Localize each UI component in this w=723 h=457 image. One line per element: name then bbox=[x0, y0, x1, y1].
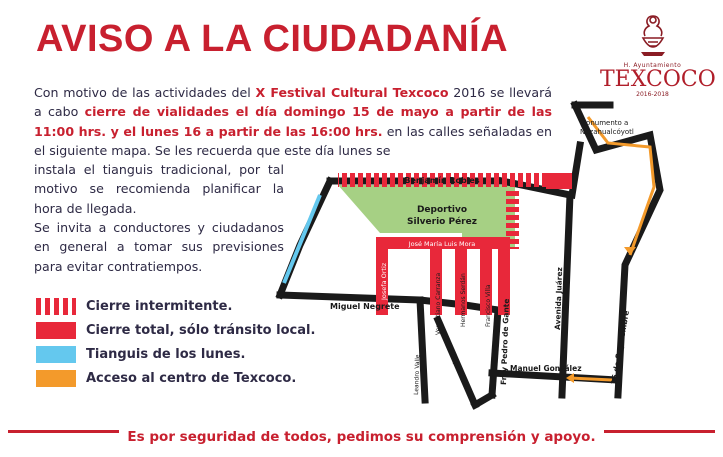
intro-text-2: 2016 se llevará a cabo bbox=[34, 85, 552, 120]
street-label: Manuel González bbox=[510, 364, 582, 373]
logo-years: 2016-2018 bbox=[636, 91, 669, 98]
street-map bbox=[270, 95, 723, 415]
page-title: AVISO A LA CIUDADANÍA bbox=[36, 18, 509, 60]
street-label: Campo Florido bbox=[446, 347, 471, 391]
street-label: Hermanos Serdán bbox=[460, 273, 467, 327]
park-label-line1: Deportivo bbox=[416, 205, 468, 215]
legend-label: Cierre intermitente. bbox=[86, 298, 233, 314]
street-south-link bbox=[475, 395, 492, 405]
street-label: 16 de Septiembre bbox=[609, 309, 632, 386]
total-closure-benjamin-east bbox=[546, 173, 572, 189]
access-routes bbox=[570, 117, 654, 380]
street-label: José María Luis Mora bbox=[408, 240, 476, 248]
footer-text: Es por seguridad de todos, pedimos su comprensión y apoyo. bbox=[119, 429, 603, 445]
coat-of-arms-icon bbox=[633, 12, 673, 58]
footer bbox=[0, 426, 723, 445]
street-label: Venustiano Carranza bbox=[435, 272, 442, 335]
intermittent-closure-swatch bbox=[36, 298, 76, 315]
street-label: Benjamín Robles bbox=[404, 176, 480, 185]
street-label: Francisco Villa bbox=[485, 284, 492, 327]
drivers-advice: Se invita a conductores y ciudadanos en general a tomar sus previsiones para evitar contratiempos. bbox=[34, 220, 284, 274]
access-route-south bbox=[570, 378, 612, 380]
legend-label: Cierre total, sólo tránsito local. bbox=[86, 322, 316, 338]
intro-text-3: en las calles señaladas en el siguiente mapa. Se les recuerda que este día lunes se bbox=[34, 123, 552, 158]
access-swatch bbox=[36, 370, 76, 387]
street-label: Leandro Valle bbox=[413, 354, 422, 396]
street-connector-north bbox=[572, 145, 580, 195]
logo-name: TEXCOCO bbox=[600, 67, 716, 92]
legend-label: Tianguis de los lunes. bbox=[86, 346, 246, 362]
closure-schedule: cierre de vialidades el día domingo 15 de mayo a partir de las 11:00 hrs. y el lunes 16 a partir de las 16:00 hrs. bbox=[34, 104, 552, 139]
street-label: Fray Pedro de Gante bbox=[499, 298, 512, 386]
street-label: Avenida Juárez bbox=[553, 266, 565, 331]
total-closure-swatch bbox=[36, 322, 76, 339]
monument-label-line1: Monumento a bbox=[580, 119, 629, 127]
logo-subtitle: H. Ayuntamiento bbox=[623, 62, 682, 69]
legend-label: Acceso al centro de Texcoco. bbox=[86, 370, 297, 386]
tianguis-swatch bbox=[36, 346, 76, 363]
street-label: Miguel Negrete bbox=[330, 302, 400, 311]
tianguis-note: instala el tianguis tradicional, por tal motivo se recomienda planificar la hora de llegada. bbox=[34, 162, 284, 216]
texcoco-logo bbox=[600, 12, 716, 98]
intro-text-1: Con motivo de las actividades del bbox=[34, 85, 256, 100]
street-fray-pedro-de-gante bbox=[492, 310, 498, 395]
street-leandro-valle bbox=[420, 300, 425, 400]
street-label: Josefa Ortiz bbox=[380, 262, 388, 300]
black-streets bbox=[280, 105, 660, 405]
monument-label-line2: Nezahualcóyotl bbox=[580, 128, 634, 136]
festival-name: X Festival Cultural Texcoco bbox=[255, 85, 449, 100]
park-label-line2: Silverio Pérez bbox=[407, 217, 477, 227]
street-label: Benjamín Robles bbox=[299, 200, 337, 274]
